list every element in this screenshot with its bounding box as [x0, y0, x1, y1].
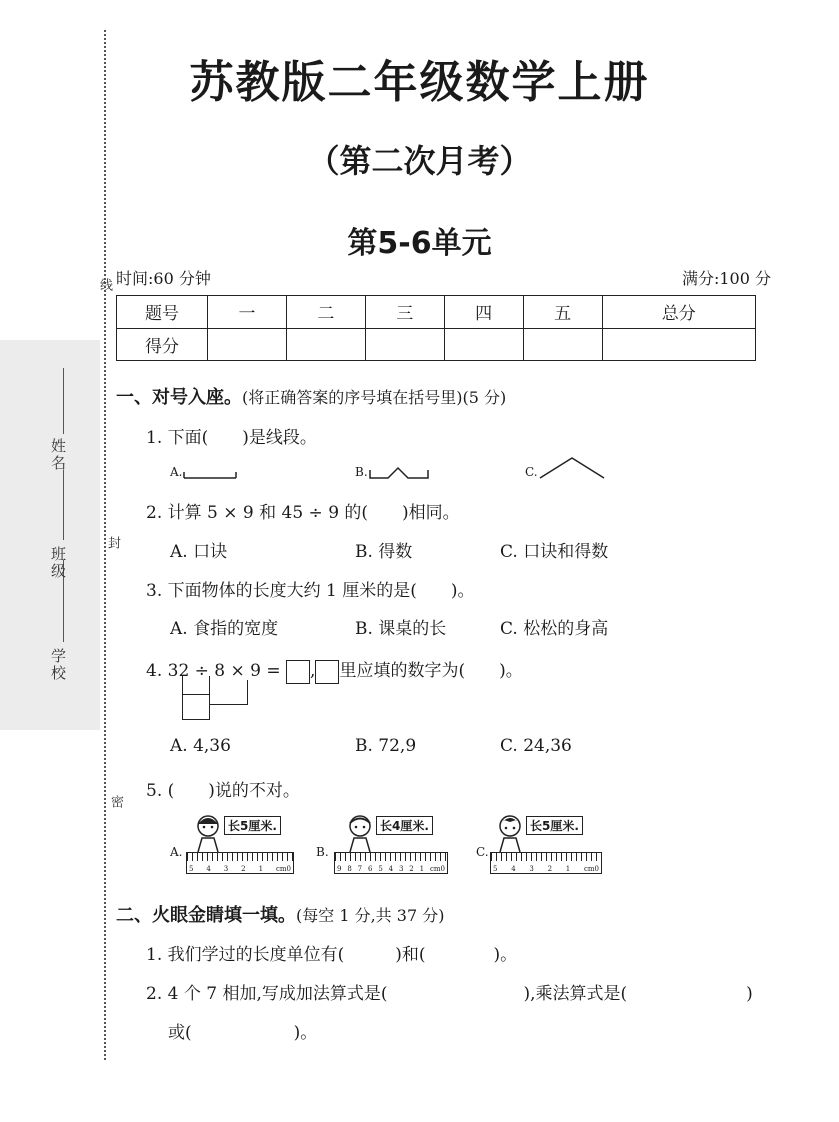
- ruler-c: [490, 852, 602, 874]
- binding-mark-mi: 密: [108, 795, 123, 810]
- q5-option-c: C.: [476, 845, 489, 859]
- name-label: 姓名: [49, 438, 67, 472]
- child-b-icon: [344, 812, 376, 852]
- score-table-header-row: [117, 296, 756, 329]
- q2-option-c: C. 口诀和得数: [500, 542, 609, 562]
- score-table: [116, 295, 756, 361]
- ruler-c-tick: 5: [493, 865, 498, 873]
- ruler-a: [186, 852, 294, 874]
- ruler-c-tick: 3: [529, 865, 534, 873]
- q4-arrow-up: [247, 680, 248, 705]
- ruler-a-tick: 1: [258, 865, 264, 873]
- ruler-b-tick: 2: [409, 865, 414, 873]
- q4-bracket: [182, 676, 210, 695]
- q4-answer-box-1[interactable]: [286, 660, 310, 684]
- ruler-a-tick: 2: [241, 865, 246, 873]
- speech-bubble-a: 长5厘米.: [224, 816, 281, 835]
- speech-bubble-c: 长5厘米.: [526, 816, 583, 835]
- q5-option-a: A.: [170, 845, 183, 859]
- q3-option-b: B. 课桌的长: [355, 619, 447, 639]
- school-label: 学校: [49, 648, 67, 682]
- section2-title: 二、火眼金睛填一填。: [116, 905, 296, 926]
- score-cell[interactable]: [602, 328, 755, 361]
- ruler-b-tick: cm0: [429, 865, 445, 873]
- q4-option-c: C. 24,36: [500, 736, 572, 756]
- score-header-cell: 二: [286, 296, 365, 329]
- exam-time: 时间:60 分钟: [116, 269, 211, 288]
- score-header-cell: 题号: [117, 296, 208, 329]
- ruler-b-tick: 7: [357, 865, 363, 873]
- ruler-b-tick: 8: [347, 865, 352, 873]
- score-header-cell: 五: [523, 296, 602, 329]
- ruler-b-tick: 9: [337, 865, 342, 873]
- binding-mark-feng: 封: [105, 536, 120, 551]
- q2-option-b: B. 得数: [355, 542, 413, 562]
- speech-bubble-b: 长4厘米.: [376, 816, 433, 835]
- s2-q2-text: 2. 4 个 7 相加,写成加法算式是( ),乘法算式是( ): [146, 984, 753, 1004]
- score-cell[interactable]: [444, 328, 523, 361]
- score-table-score-row: [117, 328, 756, 361]
- ruler-b-tick: 6: [367, 865, 373, 873]
- broken-line-figure: [366, 460, 432, 482]
- child-a-icon: [192, 812, 224, 852]
- q2-option-a: A. 口诀: [170, 542, 228, 562]
- ruler-c-tick: 4: [511, 865, 516, 873]
- q3-option-a: A. 食指的宽度: [170, 619, 279, 639]
- q3-option-c: C. 松松的身高: [500, 619, 609, 639]
- q4-answer-box-2[interactable]: [315, 660, 339, 684]
- q5-text: 5. ( )说的不对。: [146, 781, 300, 801]
- angle-line-figure: [538, 454, 608, 482]
- section1-title: 一、对号入座。: [116, 387, 242, 408]
- q1-option-a: A.: [170, 465, 183, 479]
- score-cell[interactable]: [365, 328, 444, 361]
- line-segment-figure: [180, 462, 240, 482]
- name-line: [63, 368, 64, 434]
- s2-q1-text: 1. 我们学过的长度单位有( )和( )。: [146, 945, 518, 965]
- ruler-c-tick: cm0: [583, 865, 599, 873]
- score-row-label: 得分: [117, 328, 208, 361]
- section2-note: (每空 1 分,共 37 分): [296, 906, 445, 925]
- q4-prefix: 4. 32 ÷ 8 × 9 =: [146, 661, 281, 681]
- ruler-a-tick: 4: [206, 865, 211, 873]
- child-c-icon: [494, 812, 526, 852]
- section1-heading: [116, 383, 506, 409]
- q4-comma: ,: [310, 661, 316, 681]
- score-header-cell: 一: [208, 296, 287, 329]
- ruler-b-tick: 4: [388, 865, 394, 873]
- score-header-cell: 总分: [602, 296, 755, 329]
- score-cell[interactable]: [208, 328, 287, 361]
- ruler-a-tick: cm0: [275, 865, 291, 873]
- binding-mark-xian: 线: [97, 278, 112, 293]
- unit-title: 第5-6单元: [347, 226, 492, 261]
- s2-q2-continued: 或( )。: [168, 1023, 318, 1043]
- score-header-cell: 三: [365, 296, 444, 329]
- class-label: 班级: [49, 546, 67, 580]
- ruler-a-tick: 5: [189, 865, 194, 873]
- section2-heading: [116, 901, 444, 927]
- page-subtitle: （第二次月考）: [307, 142, 532, 180]
- score-header-cell: 四: [444, 296, 523, 329]
- q4-option-a: A. 4,36: [170, 736, 231, 756]
- ruler-a-tick: 3: [223, 865, 229, 873]
- class-line: [63, 470, 64, 540]
- score-cell[interactable]: [286, 328, 365, 361]
- ruler-c-tick: 1: [565, 865, 571, 873]
- q2-text: 2. 计算 5 × 9 和 45 ÷ 9 的( )相同。: [146, 503, 460, 523]
- q4-arrow-line: [210, 704, 248, 705]
- ruler-b-tick: 3: [398, 865, 404, 873]
- q4-option-b: B. 72,9: [355, 736, 417, 756]
- score-cell[interactable]: [523, 328, 602, 361]
- q4-intermediate-box[interactable]: [182, 694, 210, 720]
- q1-option-b: B.: [355, 465, 368, 479]
- ruler-b-tick: 5: [378, 865, 383, 873]
- q5-option-b: B.: [316, 845, 329, 859]
- ruler-c-tick: 2: [547, 865, 553, 873]
- q4-suffix: 里应填的数字为( )。: [339, 661, 523, 681]
- q1-text: 1. 下面( )是线段。: [146, 428, 317, 448]
- q3-text: 3. 下面物体的长度大约 1 厘米的是( )。: [146, 581, 475, 601]
- full-score: 满分:100 分: [681, 269, 771, 288]
- ruler-b-tick: 1: [419, 865, 425, 873]
- ruler-b: [334, 852, 448, 874]
- section1-note: (将正确答案的序号填在括号里)(5 分): [242, 388, 507, 407]
- page-title: 苏教版二年级数学上册: [189, 57, 650, 108]
- q1-option-c: C.: [525, 465, 538, 479]
